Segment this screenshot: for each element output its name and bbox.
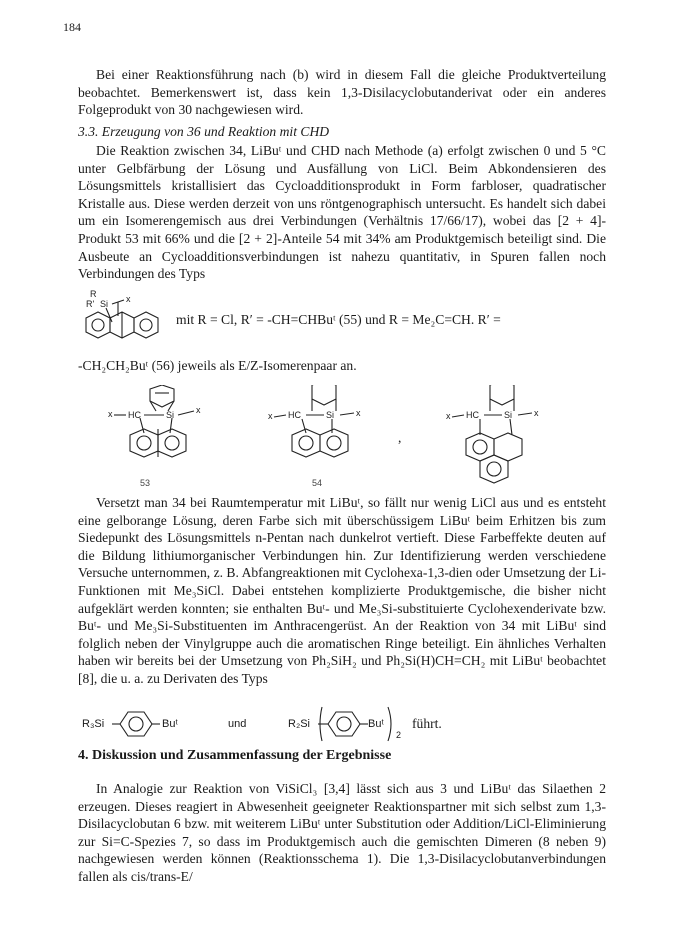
s54a-x-right: x — [356, 408, 361, 418]
inline-text-55: mit R = Cl, R′ = -CH=CHBuᵗ (55) und R = Me₂C=CH. R′ = — [176, 312, 501, 327]
paragraph-reaction-chd: Die Reaktion zwischen 34, LiBuᵗ und CHD nach Methode (a) erfolgt zwischen 0 und 5 °C unter Gelbfärbung der Lösung und Ausfällung von LiCl. Beim Abkondensieren des Lösungsmittels kristallisiert das Cycloadditionsprodukt in Form farbloser, quadratischer Kristalle aus. Diese werden derzeit von uns röntgenographisch untersucht. Es handelt sich dabei um ein Isomerengemisch aus drei Verbindungen (Verhältnis 17/66/17), wobei das [2 + 4]-Produkt 53 mit 66% und die [2 + 2]-Anteile 54 mit 34% am Produktgemisch beteiligt sind. Die Ausbeute an Cycloadditionsverbindungen ist nahezu quantitativ, in Spuren fallen noch Verbindungen des Typs — [78, 143, 606, 282]
formula-fuhrt: führt. — [412, 716, 442, 731]
formula-right-benzene — [316, 705, 376, 743]
formula-left-suffix: Buᵗ — [162, 718, 178, 730]
formula-left-benzene — [112, 708, 160, 740]
structure-53-label: 53 — [140, 478, 151, 488]
formula-right-bracket — [386, 705, 396, 743]
page-number: 184 — [63, 20, 81, 34]
s54b-hc: HC — [466, 410, 479, 420]
paragraph-libut-reaction: Versetzt man 34 bei Raumtemperatur mit LiBuᵗ, so fällt nur wenig LiCl aus und es entsteht eine gelborange Lösung, deren Farbe sich mit überschüssigem LiBuᵗ beim Erhitzen bis zum Siedepunkt des Lösungsmittels n-Pentan nach dunkelrot vertieft. Diese Farbeffekte deuten auf die Bildung lithiumorganischer Verbindungen hin. Zur Identifizierung werden verschiedene Versuche unternommen, z. B. Abfangreaktionen mit Cyclohexa-1,3-dien oder Umsetzung der Li-Funktionen mit Me₃SiCl. Dabei entstehen komplizierte Produktgemische, die bisher nicht aufgeklärt werden konnten; sie enthalten Buᵗ- und Me₃Si-substituierte Cyclohexenderivate bzw. Buᵗ- und Me₃Si-Substituenten im Anthracengerüst. An der Reaktion von 34 mit LiBuᵗ sind folglich neben der Vinylgruppe auch die aromatischen Ringe beteiligt. Ein ähnliches Verhalten haben wir bereits bei der Umsetzung von Ph₂SiH₂ und Ph₂Si(H)CH=CH₂ mit LiBuᵗ beobachtet [8], die u. a. zu Derivaten des Typs — [78, 495, 606, 686]
inline-text-56: -CH₂CH₂Buᵗ (56) jeweils als E/Z-Isomerenpaar an. — [78, 358, 357, 373]
paragraph-discussion: In Analogie zur Reaktion von ViSiCl₃ [3,4] lässt sich aus 3 und LiBuᵗ das Silaethen 2 erzeugen. Dieses reagiert in Abwesenheit geeigneter Reaktionspartner mit sich selbst zum 1,3-Disilacyclobutan 6 bzw. mit weiterem LiBuᵗ unter Substitution oder Addition/LiCl-Eliminierung zur Si=C-Spezies 7, so dass im Produktgemisch auch die gemischten Dimeren (8 neben 9) nachgewiesen werden können (Reaktionsschema 1). Die 1,3-Disilacyclobutanverbindungen fallen als cis/trans-E/ — [78, 781, 606, 884]
s54a-si: Si — [326, 410, 335, 420]
formula-right-prefix: R₂Si — [288, 718, 310, 730]
s54b-x-left: x — [446, 411, 451, 421]
structure-53 — [100, 385, 225, 475]
structure-54-label: 54 — [312, 478, 323, 488]
s53-x-right: x — [196, 405, 201, 415]
structure-separator-comma: , — [398, 430, 402, 445]
struct-x-label: x — [126, 294, 131, 304]
struct-r2-label: R' — [86, 299, 95, 309]
struct-r-label: R — [90, 289, 97, 299]
s53-hc: HC — [128, 410, 141, 420]
s54b-x-right: x — [534, 408, 539, 418]
s54b-si: Si — [504, 410, 513, 420]
section-heading-4: 4. Diskussion und Zusammenfassung der Ergebnisse — [78, 748, 392, 763]
structure-type-55-56 — [78, 288, 173, 346]
s54a-x-left: x — [268, 411, 273, 421]
formula-und: und — [228, 718, 247, 730]
formula-right-suffix: Buᵗ — [368, 718, 384, 730]
s54a-hc: HC — [288, 410, 301, 420]
s53-x-left: x — [108, 409, 113, 419]
structure-54-a — [262, 385, 382, 475]
s53-si: Si — [166, 410, 175, 420]
structure-54-b — [440, 385, 565, 490]
struct-si-label: Si — [100, 299, 109, 309]
section-heading-3-3: 3.3. Erzeugung von 36 und Reaktion mit CHD — [78, 124, 330, 139]
formula-left-prefix: R₃Si — [82, 718, 105, 730]
paragraph-intro: Bei einer Reaktionsführung nach (b) wird in diesem Fall die gleiche Produktverteilung beobachtet. Bemerkenswert ist, dass kein 1,3-Disilacyclobutanderivat oder ein anderes Folgeprodukt von 30 nachgewiesen wird. — [78, 67, 606, 118]
formula-subscript-2: 2 — [396, 730, 402, 740]
